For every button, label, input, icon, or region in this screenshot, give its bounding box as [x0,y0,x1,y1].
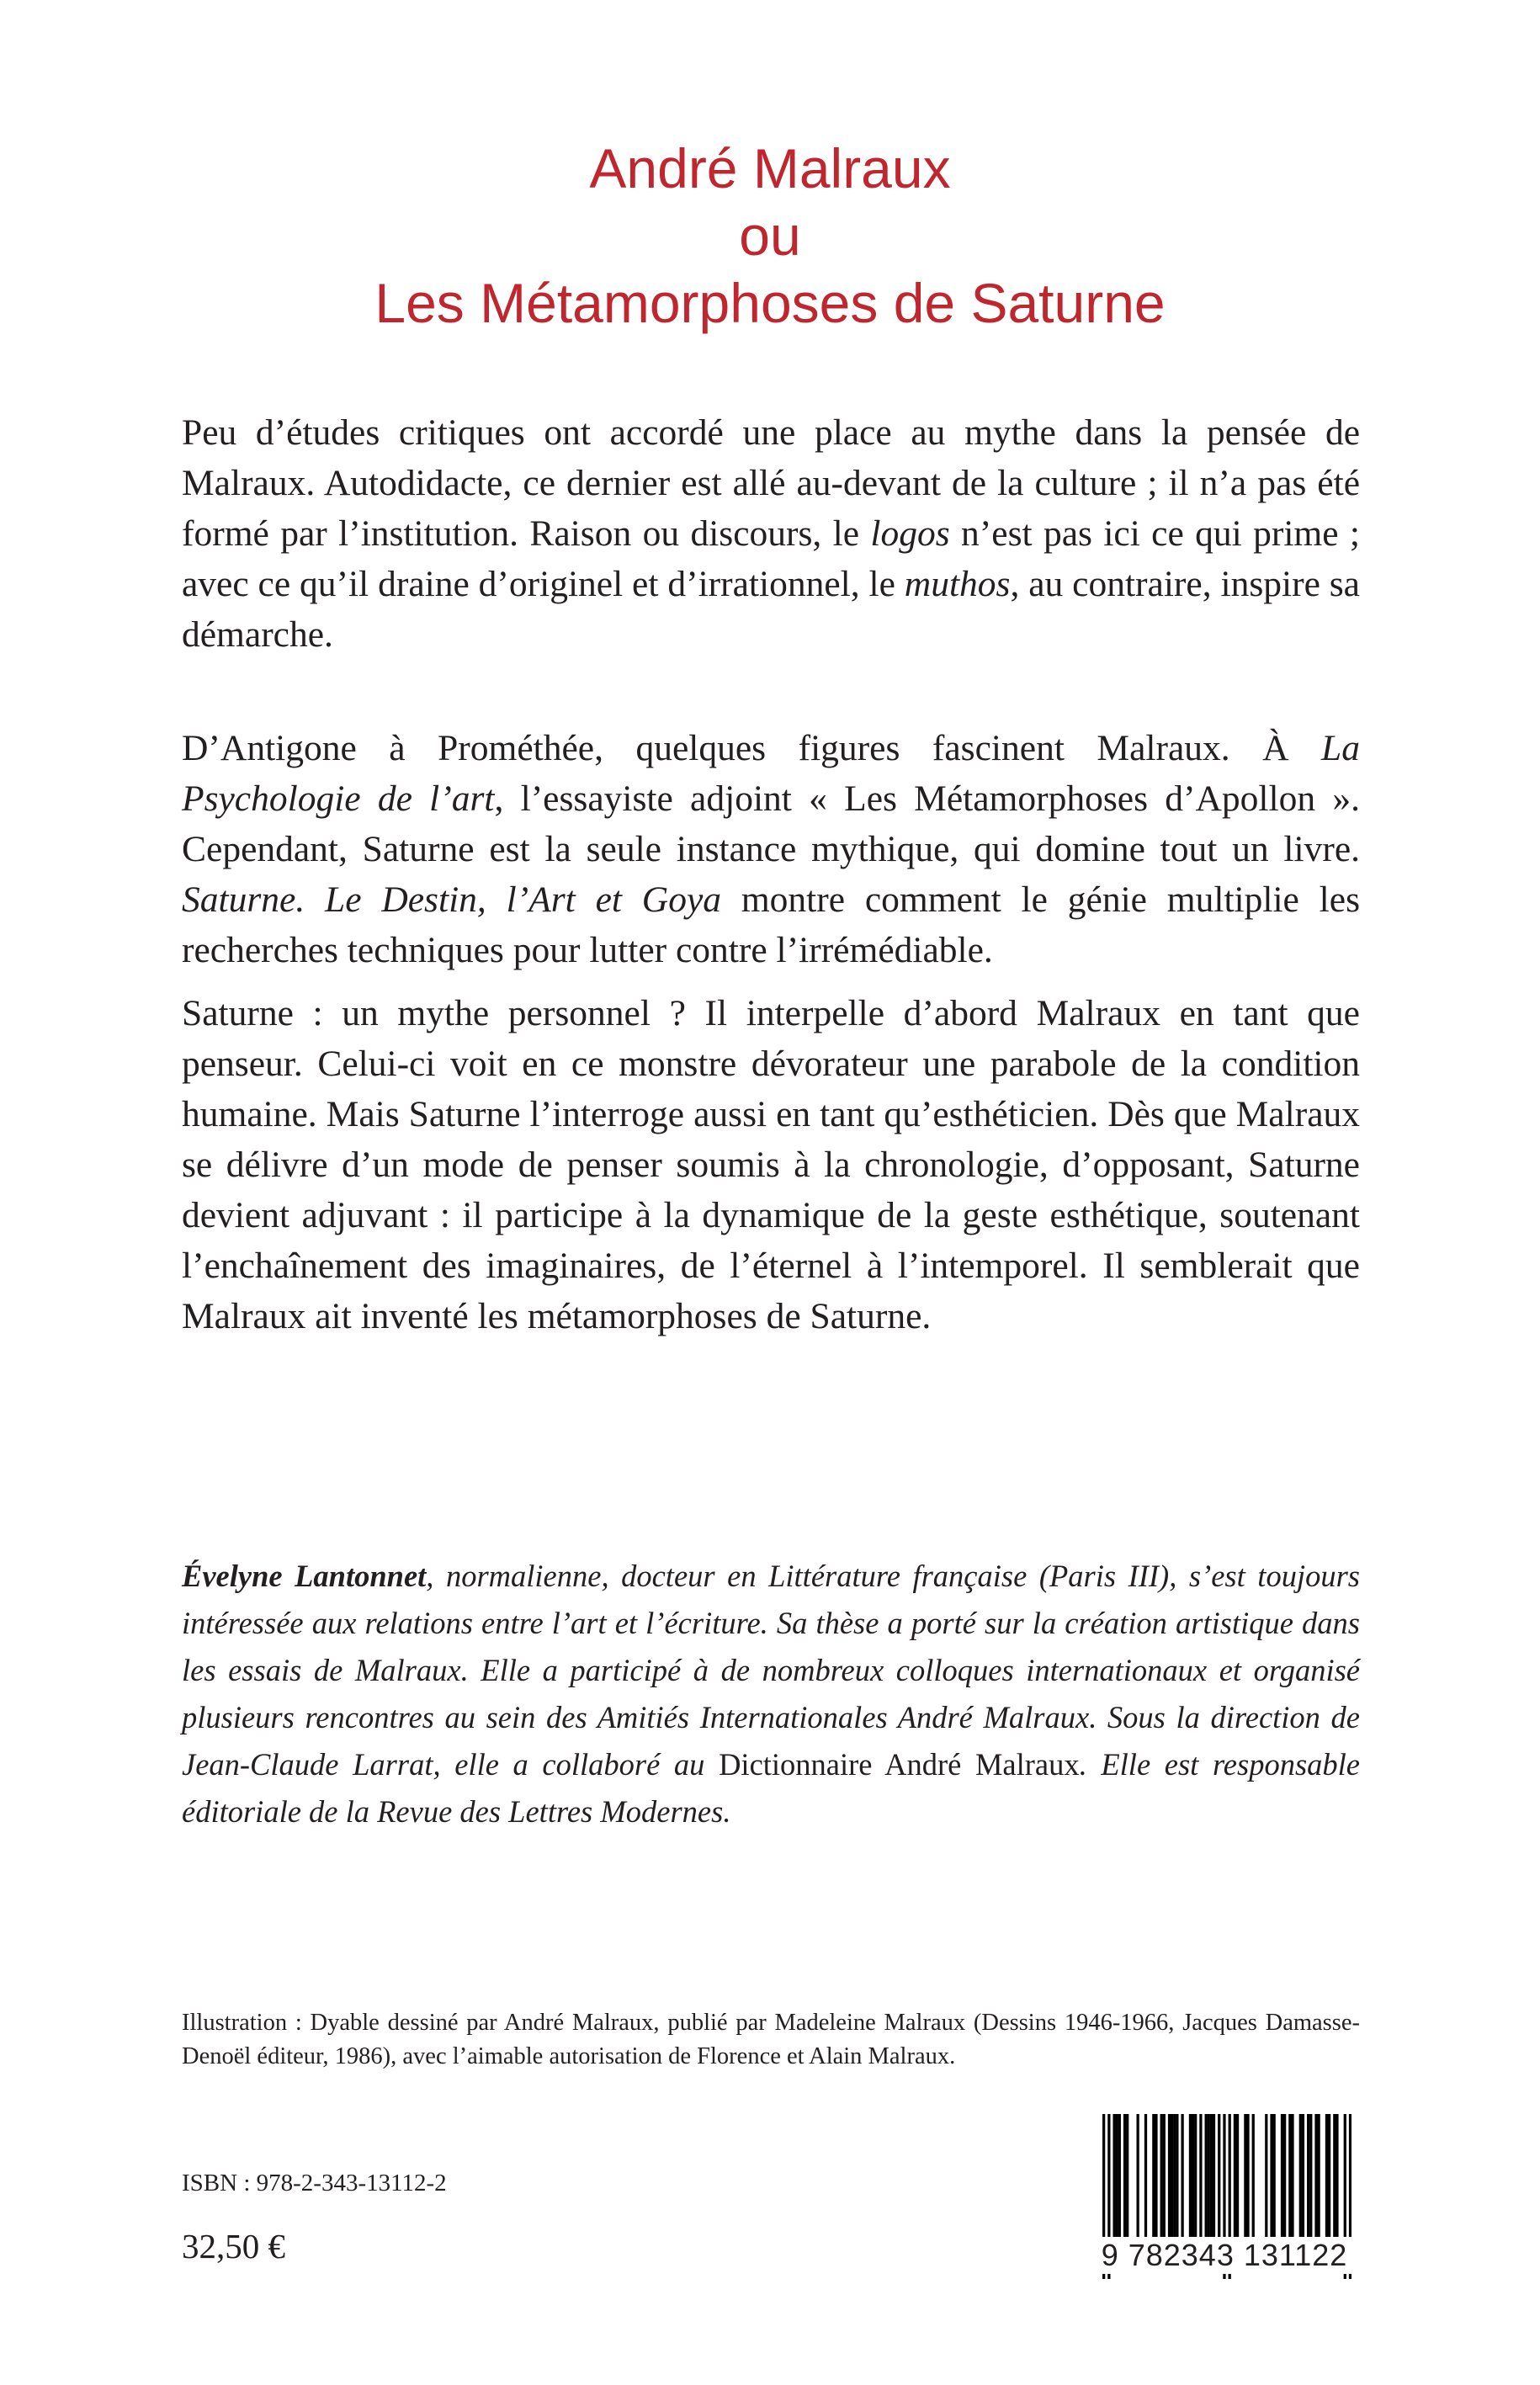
barcode-bar [1113,2114,1115,2240]
price: 32,50 € [182,2227,285,2265]
barcode-bar [1163,2114,1166,2240]
barcode-bar [1171,2114,1173,2240]
barcode-bar [1192,2114,1194,2240]
barcode-bar [1205,2114,1208,2240]
blurb-paragraph-1 [182,407,1360,660]
italic-title-run: muthos [904,564,1011,604]
dictionary-title: Dictionnaire André Malraux [719,1747,1080,1782]
author-name: Évelyne Lantonnet [182,1559,427,1593]
text-run: , l’essayiste adjoint « Les Métamorphoses d’Apollon ». Cependant, Saturne est la seule instance mythique, qui domine tout un livre. [182,778,1360,869]
barcode-bar [1281,2114,1283,2240]
barcode-bar [1118,2114,1121,2240]
barcode-bar [1173,2114,1176,2240]
barcode-bar [1325,2114,1328,2240]
book-title [0,135,1540,337]
text-run: D’Antigone à Prométhée, quelques figures fascinent Malraux. À [182,728,1322,768]
blurb-paragraph-3 [182,988,1360,1341]
barcode-bar [1137,2114,1139,2240]
title-line-connector: ou [739,205,801,267]
barcode-bar [1234,2114,1236,2240]
barcode-bar [1317,2114,1320,2240]
author-bio-text-1: , normalienne, docteur en Littérature française (Paris III), s’est toujours intéressée aux relations entre l’art et l’écriture. Sa thèse a porté sur la création artistique dans les essais de Malraux. Elle a participé à de nombreux colloques internationaux et organisé plusieurs rencontres au sein des Amitiés Internationales André Malraux. Sous la direction de Jean-Claude Larrat, elle a collaboré au [182,1559,1360,1782]
barcode-bar [1123,2114,1126,2240]
barcode-bar [1283,2114,1286,2240]
barcode-bar [1302,2114,1304,2240]
barcode-bar [1116,2114,1118,2240]
barcode-bar [1189,2114,1192,2240]
barcode-bar [1265,2114,1267,2240]
italic-title-run: La Psychologie de l’art [182,728,1360,819]
barcode-bar [1246,2114,1249,2240]
barcode-bar [1333,2114,1336,2240]
title-line-author: André Malraux [589,137,951,199]
text-run: Saturne : un mythe personnel ? Il interpelle d’abord Malraux en tant que penseur. Celui-ci voit en ce monstre dévorateur une parabole de la condition humaine. Mais Saturne l’interroge aussi en tant qu’esthéticien. Dès que Malraux se délivre d’un mode de penser soumis à la chronologie, d’opposant, Saturne devient adjuvant : il participe à la dynamique de la geste esthétique, soutenant l’enchaînement des imaginaires, de l’éternel à l’intemporel. Il semblerait que Malraux ait inventé les métamorphoses de Saturne. [182,993,1360,1336]
blurb-paragraph-1-text [182,407,1360,660]
text-run: montre comment le génie multiplie les recherches techniques pour lutter contre l’irrémédiable. [182,879,1360,970]
barcode-bar [1218,2114,1220,2240]
barcode-digits: 9 782343 131122 [1086,2237,1363,2274]
barcode-bar [1299,2114,1302,2240]
barcode-bar [1144,2114,1147,2240]
barcode-bar [1168,2114,1171,2240]
illustration-credit: Illustration : Dyable dessiné par André Malraux, publié par Madeleine Malraux (Dessins 1946-1966, Jacques Damasse-Denoël éditeur, 1986), avec l’aimable autorisation de Florence et Alain Malraux. [182,2010,1360,2069]
blurb-paragraph-3-text [182,988,1360,1341]
italic-title-run: logos [870,513,950,554]
barcode-bar [1270,2114,1272,2240]
barcode-bar [1181,2114,1183,2240]
barcode-bar [1314,2114,1317,2240]
barcode-bar [1194,2114,1197,2240]
barcode-bar [1336,2114,1338,2240]
barcode-bar [1244,2114,1246,2240]
blurb-paragraph-2 [182,723,1360,975]
blurb-paragraph-2-text [182,723,1360,975]
barcode-bar [1176,2114,1178,2240]
text-run: , au contraire, inspire sa démarche. [182,564,1360,655]
barcode-bar [1328,2114,1330,2240]
isbn: ISBN : 978-2-343-13112-2 [182,2170,447,2196]
barcode-bar [1288,2114,1291,2240]
barcode-bar [1307,2114,1309,2240]
barcode-bar [1213,2114,1215,2240]
barcode-bar [1309,2114,1312,2240]
barcode-bar [1199,2114,1202,2240]
author-bio [182,1553,1360,1835]
barcode-bar [1208,2114,1210,2240]
barcode-bar [1252,2114,1255,2240]
barcode-bar [1273,2114,1276,2240]
barcode-bar [1160,2114,1163,2240]
barcode-bar [1152,2114,1155,2240]
text-run: Peu d’études critiques ont accordé une place au mythe dans la pensée de Malraux. Autodidacte, ce dernier est allé au-devant de la culture ; il n’a pas été formé par l’institution. Raison ou discours, le [182,412,1360,554]
barcode-bar [1236,2114,1239,2240]
title-line-subtitle: Les Métamorphoses de Saturne [374,272,1166,334]
barcode-bar [1126,2114,1128,2240]
author-bio-text-2: . Elle est responsable éditoriale de la Revue des Lettres Modernes. [182,1747,1360,1829]
barcode-bar [1210,2114,1213,2240]
barcode-bar [1291,2114,1293,2240]
text-run: n’est pas ici ce qui prime ; avec ce qu’il draine d’originel et d’irrationnel, le [182,513,1360,604]
barcode-bar [1155,2114,1157,2240]
italic-title-run: Saturne. Le Destin, l’Art et Goya [182,879,722,920]
